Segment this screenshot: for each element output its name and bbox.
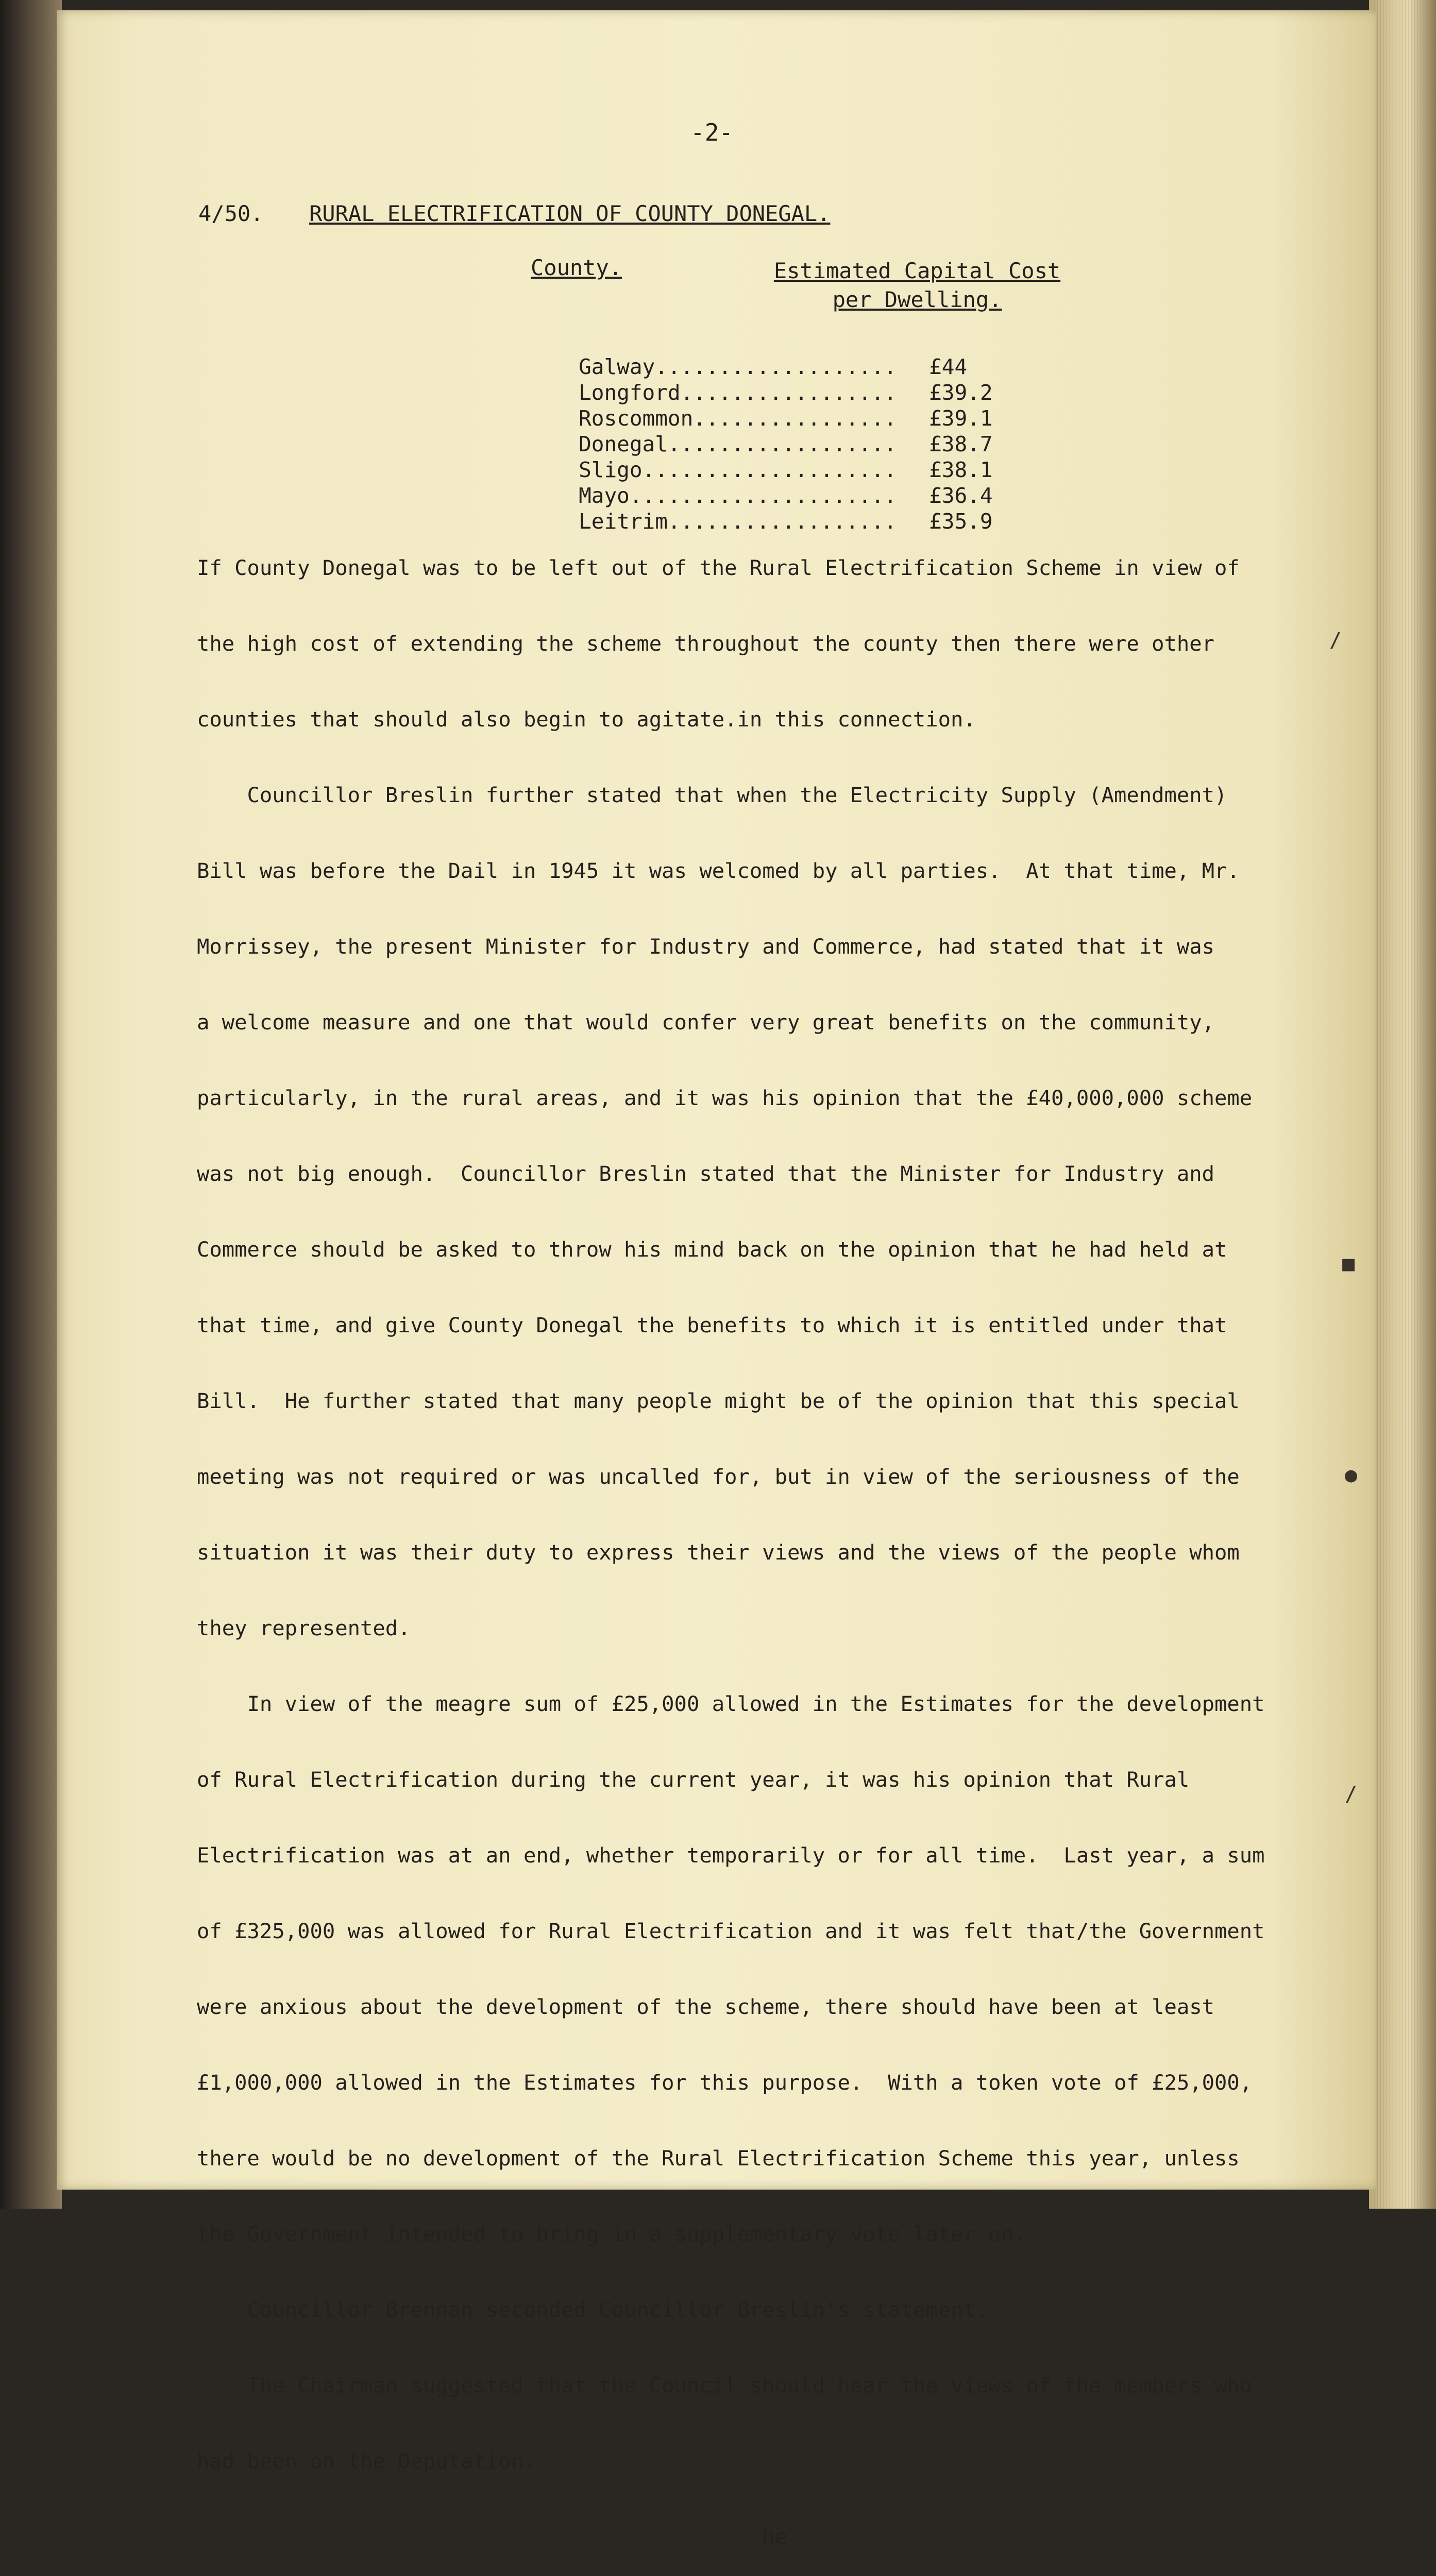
text-line: that time, and give County Donegal the benefits to which it is entitled under that	[197, 1313, 1227, 1337]
text-line: Councillor Brennan seconded Councillor Breslin's statement.	[197, 2297, 989, 2322]
text-line: of Rural Electrification during the current year, it was his opinion that Rural	[197, 1767, 1190, 1792]
margin-ink-blot: ●	[1345, 1463, 1358, 1487]
text-line: Bill was before the Dail in 1945 it was welcomed by all parties. At that time, Mr.	[197, 858, 1240, 883]
county-cost: £39.2	[929, 380, 993, 405]
text-line: were anxious about the development of the scheme, there should have been at least	[197, 1994, 1215, 2019]
county-cost: £38.7	[929, 432, 993, 456]
page-number: -2-	[690, 118, 734, 146]
text-line: Morrissey, the present Minister for Industry and Commerce, had stated that it was	[197, 934, 1215, 959]
county-cost: £36.4	[929, 483, 993, 508]
text-line: the high cost of extending the scheme throughout the county then there were other	[197, 631, 1215, 656]
table-header-cost	[763, 257, 1072, 314]
county-name: Mayo.....................	[579, 483, 897, 508]
county-cost-table	[502, 330, 993, 534]
table-row	[502, 330, 993, 379]
county-name: Donegal..................	[579, 432, 897, 456]
county-cost: £39.1	[929, 406, 993, 431]
table-header-cost-line1: Estimated Capital Cost	[773, 258, 1061, 283]
text-line: Commerce should be asked to throw his mind back on the opinion that he had held at	[197, 1237, 1227, 1262]
item-number: 4/50.	[198, 201, 264, 226]
text-line: the Government intended to bring in a supplementary vote later on.	[197, 2222, 1026, 2246]
text-line: £1,000,000 allowed in the Estimates for this purpose. With a token vote of £25,000,	[197, 2070, 1253, 2095]
margin-tick-mark: /	[1345, 1783, 1358, 1806]
minutes-body-text	[197, 505, 1294, 2576]
county-cost: £44	[929, 354, 968, 379]
text-line: had been on the Deputation.	[197, 2449, 536, 2473]
item-title: RURAL ELECTRIFICATION OF COUNTY DONEGAL.	[309, 201, 831, 226]
text-line: meeting was not required or was uncalled for, but in view of the seriousness of the	[197, 1464, 1240, 1489]
text-line: counties that should also begin to agitate.in this connection.	[197, 707, 976, 732]
text-line: In view of the meagre sum of £25,000 allowed in the Estimates for the development	[197, 1691, 1265, 1716]
county-name: Sligo....................	[579, 457, 897, 482]
table-header-county: County.	[531, 255, 622, 280]
book-page-edge-lines	[1374, 0, 1426, 2209]
book-binding-left	[0, 0, 62, 2209]
text-line: Bill. He further stated that many people might be of the opinion that this special	[197, 1388, 1240, 1413]
text-line: Electrification was at an end, whether temporarily or for all time. Last year, a sum	[197, 1843, 1265, 1868]
margin-tick-mark: ■	[1342, 1252, 1355, 1276]
text-line: of £325,000 was allowed for Rural Electrification and it was felt that/the Government	[197, 1919, 1265, 1943]
text-line: was not big enough. Councillor Breslin stated that the Minister for Industry and	[197, 1161, 1215, 1186]
text-line: there would be no development of the Rural Electrification Scheme this year, unless	[197, 2146, 1240, 2171]
text-line: particularly, in the rural areas, and it was his opinion that the £40,000,000 scheme	[197, 1086, 1253, 1110]
table-header-cost-line2: per Dwelling.	[832, 287, 1002, 312]
document-page	[57, 10, 1376, 2549]
county-name: Leitrim..................	[579, 509, 897, 534]
text-line: Councillor Breslin further stated that when the Electricity Supply (Amendment)	[197, 783, 1227, 807]
county-name: Longford.................	[579, 380, 897, 405]
text-line: they represented.	[197, 1616, 411, 1640]
text-line: he	[197, 2524, 788, 2549]
county-cost: £35.9	[929, 509, 993, 534]
text-line: situation it was their duty to express their views and the views of the people whom	[197, 1540, 1240, 1565]
text-line: If County Donegal was to be left out of the Rural Electrification Scheme in view of	[197, 555, 1240, 580]
county-name: Galway...................	[579, 354, 897, 379]
county-cost: £38.1	[929, 457, 993, 482]
margin-tick-mark: /	[1329, 629, 1342, 652]
text-line: a welcome measure and one that would confer very great benefits on the community,	[197, 1010, 1215, 1035]
county-name: Roscommon................	[579, 406, 897, 431]
text-line: The Chairman suggested that the Council should hear the views of the members who	[197, 2373, 1253, 2398]
